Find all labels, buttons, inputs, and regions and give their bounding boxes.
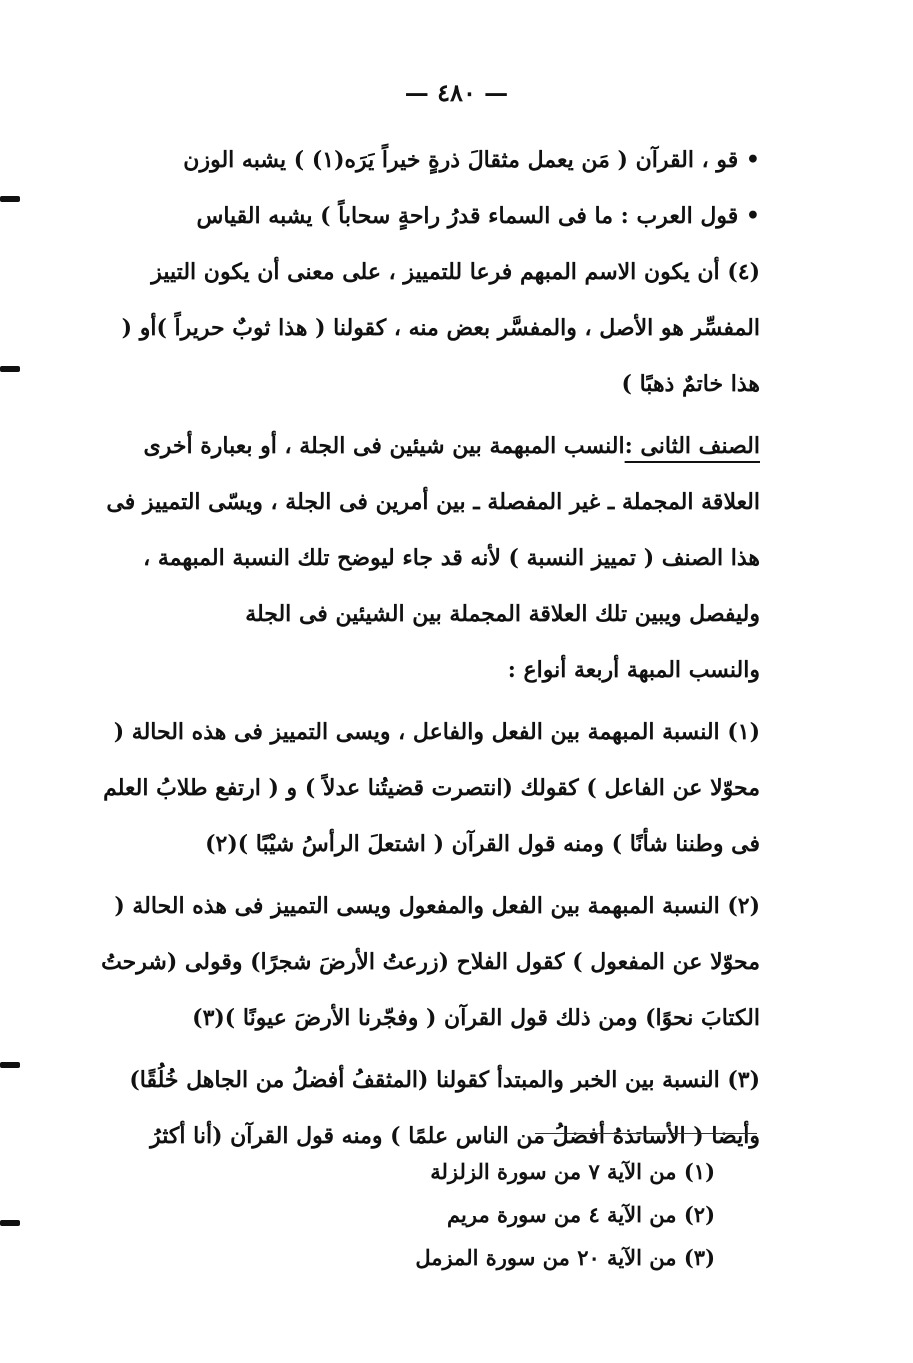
paragraph-arab-example: • قول العرب : ما فى السماء قدرُ راحةٍ سحاباً ) يشبه القياس	[196, 203, 760, 229]
paragraph-types-intro: والنسب المبهة أربعة أنواع :	[507, 657, 760, 683]
footnotes	[380, 1150, 715, 1279]
paragraph-second-kind	[100, 418, 760, 642]
page-number: — ٤٨٠ —	[404, 78, 509, 107]
footnote-divider	[535, 1133, 757, 1134]
binding-mark	[0, 1220, 20, 1226]
paragraph-type-3: (٣) النسبة بين الخبر والمبتدأ كقولنا (المثقفُ أفضلُ من الجاهل خُلُقًا) وأيضا ( الأساتذهُ أفضلُ من الناس علمًا ) ومنه قول القرآن (أنا أكثرُ	[129, 1067, 760, 1149]
paragraph-type-1: (١) النسبة المبهمة بين الفعل والفاعل ، ويسى التمييز فى هذه الحالة ( محوّلا عن الفاعل ) كقولك (انتصرت قضيتُنا عدلاً ) و ( ارتفع طلابُ العلم فى وطننا شأنًا ) ومنه قول القرآن ( اشتعلَ الرأسُ شيْبًا )(٢)	[103, 719, 760, 857]
footnote-3: (٣) من الآية ٢٠ من سورة المزمل	[415, 1245, 715, 1270]
main-text	[100, 132, 760, 1164]
section-heading: الصنف الثانى :	[624, 433, 760, 459]
section-heading-text: النسب المبهمة بين شيئين فى الجلة ، أو بعبارة أخرى العلاقة المجملة ـ غير المفصلة ـ بين أمرين فى الجلة ، ويسّى التمييز فى هذا الصنف ( تمييز النسبة ) لأنه قد جاء ليوضح تلك النسبة المبهمة ، وليفصل ويبين تلك العلاقة المجملة بين الشيئين فى الجلة	[106, 433, 760, 627]
binding-mark	[0, 1062, 20, 1068]
paragraph-type-2: (٢) النسبة المبهمة بين الفعل والمفعول ويسى التمييز فى هذه الحالة ( محوّلا عن المفعول ) كقول الفلاح (زرعتُ الأرضَ شجرًا) وقولى (شرحتُ الكتابَ نحوًا) ومن ذلك قول القرآن ( وفجّرنا الأرضَ عيونًا )(٣)	[101, 893, 760, 1031]
binding-mark	[0, 196, 20, 202]
footnote-2: (٢) من الآية ٤ من سورة مريم	[447, 1202, 715, 1227]
binding-mark	[0, 366, 20, 372]
footnote-1: (١) من الآية ٧ من سورة الزلزلة	[430, 1159, 715, 1184]
paragraph-point-4: (٤) أن يكون الاسم المبهم فرعا للتمييز ، على معنى أن يكون التييز المفسِّر هو الأصل ، والمفسَّر بعض منه ، كقولنا ( هذا ثوبٌ حريراً )أو ( هذا خاتمٌ ذهبًا )	[121, 259, 760, 397]
paragraph-quran-example: • قو ، القرآن ( مَن يعمل مثقالَ ذرةٍ خيراً يَرَه(١) ) يشبه الوزن	[183, 147, 760, 173]
